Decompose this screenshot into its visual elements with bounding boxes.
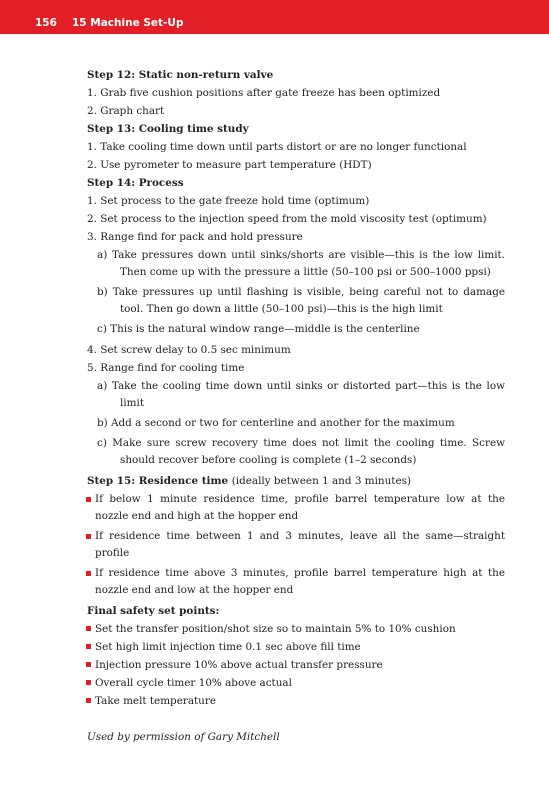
step15-bullet [87,528,505,562]
step13-item-1: 1. Take cooling time down until parts distort or are no longer functional [87,141,467,153]
final-bullet-text: Injection pressure 10% above actual transfer pressure [95,659,383,671]
bullet-square-icon [86,497,91,502]
page-body [87,66,505,746]
step15-bullet-text: If residence time above 3 minutes, profile barrel temperature high at the nozzle end and low at the hopper end [95,567,505,596]
step15-bullet [87,491,505,525]
step14-item-4: 4. Set screw delay to 0.5 sec minimum [87,344,291,356]
bullet-square-icon [86,680,91,685]
final-bullet-text: Overall cycle timer 10% above actual [95,677,292,689]
bullet-square-icon [86,698,91,703]
step15-note: (ideally between 1 and 3 minutes) [231,475,412,487]
step14-item-3b: b) Take pressures up until flashing is visible, being careful not to damage tool. Then go down a little (50–100 psi)—this is the high limit [97,286,505,315]
bullet-square-icon [86,662,91,667]
step13-item-2: 2. Use pyrometer to measure part temperature (HDT) [87,159,372,171]
final-bullet-text: Set high limit injection time 0.1 sec above fill time [95,641,361,653]
final-bullet-text: Take melt temperature [95,695,216,707]
page-number: 156 [35,17,57,29]
final-heading: Final safety set points: [87,605,220,617]
step14-item-5a: a) Take the cooling time down until sinks or distorted part—this is the low limit [97,380,505,409]
step12-heading: Step 12: Static non-return valve [87,69,274,81]
bullet-square-icon [86,571,91,576]
step14-heading: Step 14: Process [87,177,184,189]
final-bullet [87,620,505,638]
step15-bullet [87,565,505,599]
final-bullet [87,638,505,656]
credit-line: Used by permission of Gary Mitchell [87,731,280,743]
step12-item-2: 2. Graph chart [87,105,165,117]
step12-item-1: 1. Grab five cushion positions after gate freeze has been optimized [87,87,441,99]
final-bullet-text: Set the transfer position/shot size so to maintain 5% to 10% cushion [95,623,456,635]
step14-item-1: 1. Set process to the gate freeze hold time (optimum) [87,195,370,207]
bullet-square-icon [86,626,91,631]
page-header [0,0,549,34]
step15-title: Step 15: Residence time [87,475,229,487]
step14-item-3a: a) Take pressures down until sinks/shorts are visible—this is the low limit. Then come up with the pressure a little (50–100 psi or 500–1000 ppsi) [97,249,505,278]
step15-bullet-text: If below 1 minute residence time, profile barrel temperature low at the nozzle end and high at the hopper end [95,493,505,522]
step14-item-5c: c) Make sure screw recovery time does not limit the cooling time. Screw should recover before cooling is complete (1–2 seconds) [97,437,505,466]
step13-heading: Step 13: Cooling time study [87,123,249,135]
step15-heading [87,472,505,490]
step14-item-2: 2. Set process to the injection speed from the mold viscosity test (optimum) [87,213,487,225]
step15-bullet-text: If residence time between 1 and 3 minutes, leave all the same—straight profile [95,530,505,559]
final-bullet [87,656,505,674]
bullet-square-icon [86,534,91,539]
step14-item-3: 3. Range find for pack and hold pressure [87,231,303,243]
chapter-title: 15 Machine Set-Up [72,17,184,29]
final-bullet [87,692,505,710]
final-bullet [87,674,505,692]
step14-item-5: 5. Range find for cooling time [87,362,245,374]
step14-item-5b: b) Add a second or two for centerline and another for the maximum [97,417,455,429]
step14-item-3c: c) This is the natural window range—middle is the centerline [97,323,420,335]
bullet-square-icon [86,644,91,649]
